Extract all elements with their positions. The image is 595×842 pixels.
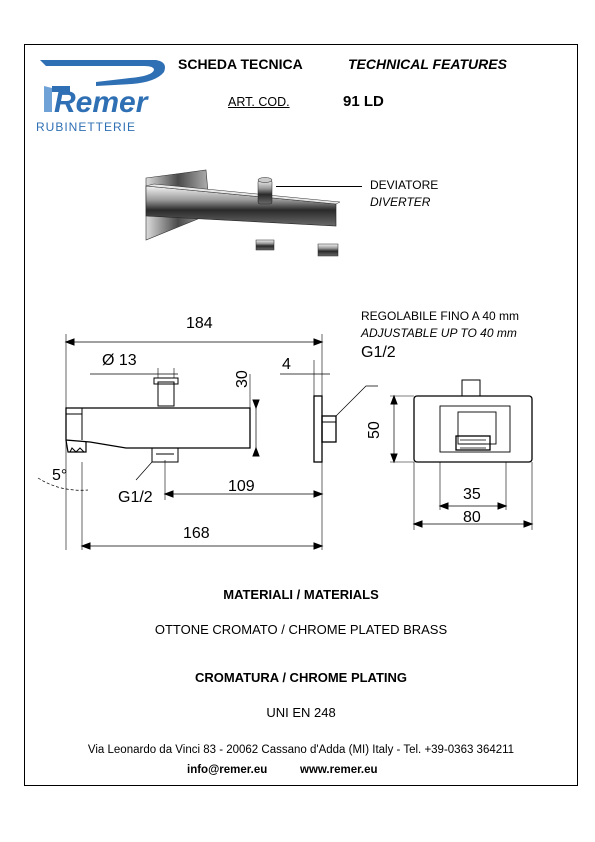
plating-heading: CROMATURA / CHROME PLATING bbox=[194, 670, 408, 685]
adjust-note-italian: REGOLABILE FINO A 40 mm bbox=[361, 309, 520, 323]
dim-outlet-distance: 109 bbox=[228, 478, 255, 495]
dim-thread-top: G1/2 bbox=[361, 344, 396, 361]
diverter-label-english: DIVERTER bbox=[370, 195, 431, 209]
materials-heading: MATERIALI / MATERIALS bbox=[223, 587, 379, 602]
footer-address: Via Leonardo da Vinci 83 - 20062 Cassano d'Adda (MI) Italy - Tel. +39-0363 364211 bbox=[87, 744, 515, 756]
art-cod-label: ART. COD. bbox=[228, 95, 290, 109]
diverter-leader-line bbox=[276, 186, 362, 187]
dim-plate-width: 80 bbox=[463, 509, 481, 526]
logo-wordmark: Remer bbox=[54, 86, 148, 119]
dim-total-length: 184 bbox=[186, 315, 213, 332]
title-english: TECHNICAL FEATURES bbox=[348, 56, 507, 72]
dim-height: 30 bbox=[234, 370, 251, 388]
materials-value: OTTONE CROMATO / CHROME PLATED BRASS bbox=[154, 622, 448, 637]
dim-spout-length: 168 bbox=[183, 525, 210, 542]
dim-flange: 4 bbox=[282, 356, 291, 373]
footer-email-link[interactable]: info@remer.eu bbox=[187, 764, 268, 776]
title-italian: SCHEDA TECNICA bbox=[178, 56, 303, 72]
logo-tagline: RUBINETTERIE bbox=[36, 120, 137, 134]
remer-logo bbox=[36, 56, 170, 134]
dim-thread-bottom: G1/2 bbox=[118, 489, 153, 506]
dim-plate-height: 50 bbox=[366, 421, 383, 439]
product-render bbox=[140, 168, 350, 268]
plating-value: UNI EN 248 bbox=[266, 705, 336, 720]
art-cod-value: 91 LD bbox=[343, 93, 384, 110]
footer-website-link[interactable]: www.remer.eu bbox=[300, 764, 378, 776]
dim-inner-width: 35 bbox=[463, 486, 481, 503]
dim-angle: 5° bbox=[52, 467, 68, 484]
dim-diameter: Ø 13 bbox=[102, 352, 137, 369]
diverter-label-italian: DEVIATORE bbox=[370, 178, 439, 192]
adjust-note-english: ADJUSTABLE UP TO 40 mm bbox=[361, 326, 517, 340]
